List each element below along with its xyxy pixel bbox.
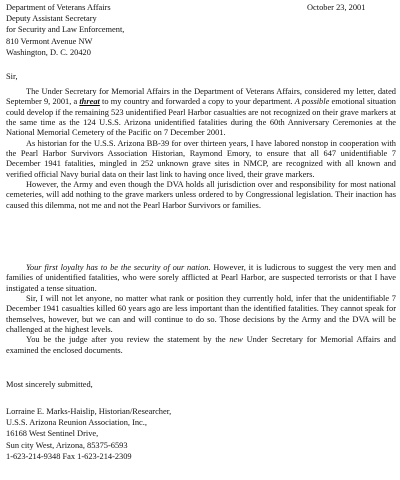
paragraph-text: However, it is ludicrous to suggest the very men and families of unidentified fatalities, who were sorely afflicted at Pearl Harbor, are suspected terrorists or that I have instigated a tense situation. xyxy=(6,263,396,293)
paragraph-text: emotional situation could develop if the remaining 523 unidentified Pearl Harbor casualties are not recognized on their grave markers at the same time as the 124 U.S.S. Arizona unidentified fatalities during the 60th Anniversary Ceremonies at the National Memorial Cemetery of the Pacific on 7 December 2001. xyxy=(6,97,396,138)
recipient-line: Washington, D. C. 20420 xyxy=(6,48,91,57)
letter-body xyxy=(6,87,396,211)
recipient-line: Deputy Assistant Secretary xyxy=(6,14,97,23)
emphasis-new: new xyxy=(229,335,243,345)
body-paragraph xyxy=(6,87,396,139)
recipient-line: for Security and Law Enforcement, xyxy=(6,25,125,34)
paragraph-text: to my country and forwarded a copy to your department. xyxy=(99,97,295,107)
salutation: Sir, xyxy=(6,72,18,81)
signature-line: Sun city West, Arizona, 85375-6593 xyxy=(6,441,128,450)
body-paragraph: As historian for the U.S.S. Arizona BB-39 for over thirteen years, I have labored nonstop in cooperation with the Pearl Harbor Survivors Association Historian, Raymond Emory, to ensure that all 647 unidentifiable 7 December 1941 fatalities, mingled in 252 unknown grave sites in NMCP, are recognized with all known and verified official Navy burial data on their last link to having once lived, their grave markers. xyxy=(6,138,396,179)
body-paragraph xyxy=(6,335,396,356)
body-paragraph xyxy=(6,263,396,294)
signature-line: 16168 West Sentinel Drive, xyxy=(6,429,99,438)
body-paragraph: Sir, I will not let anyone, no matter what rank or position they currently hold, infer that the unidentifiable 7 December 1941 casualties killed 60 years ago are less important than the identified fatalities. They cannot speak for themselves, however, but we can and will continue to do so. Those decisions by the Army and the DVA will be challenged at the highest levels. xyxy=(6,294,396,335)
closing: Most sincerely submitted, xyxy=(6,380,93,389)
letter-body-continued xyxy=(6,263,396,356)
emphasis-possible: A possible xyxy=(294,97,330,107)
signature-line: Lorraine E. Marks-Haislip, Historian/Researcher, xyxy=(6,407,172,416)
body-paragraph: However, the Army and even though the DVA holds all jurisdiction over and responsibility for most national cemeteries, will add nothing to the grave markers unless ordered to by Congressional legislation. Their inaction has caused this dilemma, not me and not the Pearl Harbor Survivors or families. xyxy=(6,180,396,210)
recipient-line: 810 Vermont Avenue NW xyxy=(6,37,93,46)
signature-line: 1-623-214-9348 Fax 1-623-214-2309 xyxy=(6,452,132,461)
letter-date: October 23, 2001 xyxy=(307,3,366,12)
emphasis-loyalty: Your first loyalty has to be the security of our nation. xyxy=(26,263,211,272)
paragraph-text: The Under Secretary for Memorial Affairs in the Department of Veterans Affairs, considered my letter, dated September 9, 2001, a xyxy=(6,87,396,107)
emphasis-threat: threat xyxy=(79,97,100,107)
paragraph-text: Under Secretary for Memorial Affairs and examined the enclosed documents. xyxy=(6,335,396,355)
signature-line: U.S.S. Arizona Reunion Association, Inc., xyxy=(6,418,147,427)
recipient-line: Department of Veterans Affairs xyxy=(6,3,111,12)
paragraph-text: You be the judge after you review the statement by the xyxy=(26,335,230,345)
